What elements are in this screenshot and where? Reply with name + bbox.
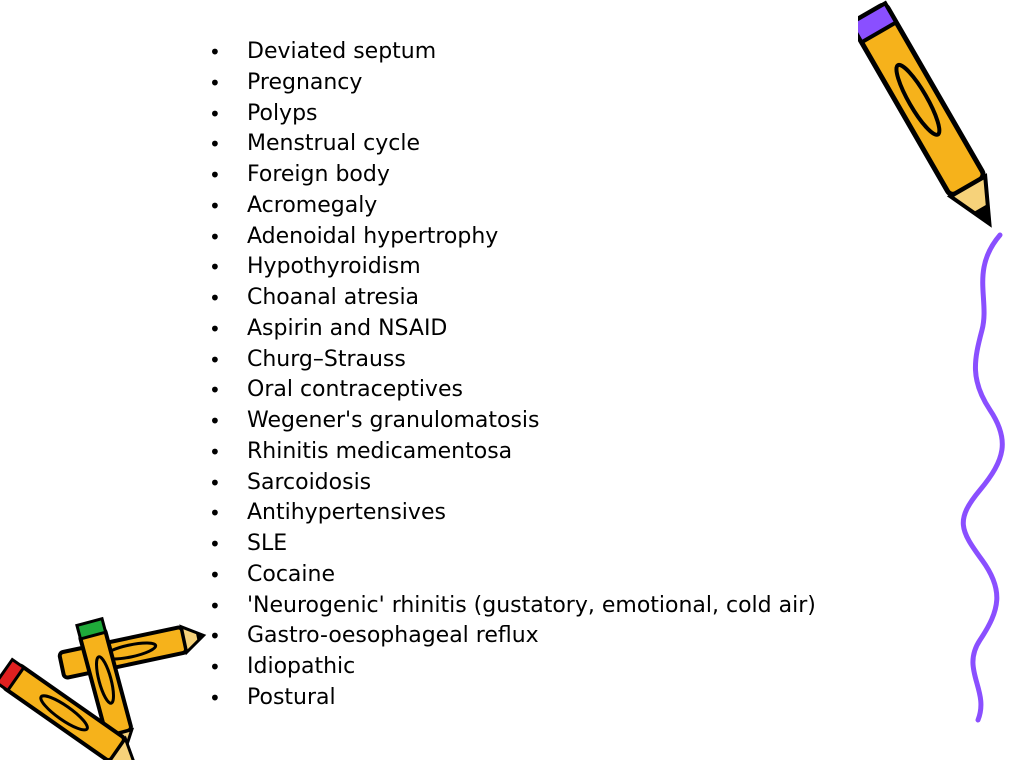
bullet-dot: • — [209, 439, 221, 464]
list-item-text: Gastro-oesophageal reflux — [247, 623, 539, 649]
list-item — [209, 283, 816, 314]
bullet-dot: • — [209, 501, 221, 526]
list-item — [209, 191, 816, 222]
list-item-text: Choanal atresia — [247, 285, 420, 310]
bullet-dot: • — [209, 378, 221, 403]
list-item — [209, 498, 816, 529]
list-item-text: Adenoidal hypertrophy — [247, 223, 499, 249]
list-item — [209, 68, 816, 99]
bullet-dot: • — [209, 286, 221, 310]
pencils-clipart-bottom-left — [0, 610, 215, 760]
list-item-text: Oral contraceptives — [247, 377, 463, 403]
list-item — [209, 406, 816, 437]
list-item — [209, 529, 816, 560]
list-item-text: Cocaine — [247, 561, 335, 587]
list-item-text: Foreign body — [247, 162, 390, 187]
bullet-dot: • — [209, 562, 221, 587]
bullet-dot: • — [209, 193, 221, 218]
list-item-text: Pregnancy — [247, 69, 363, 95]
bullet-dot: • — [209, 593, 221, 618]
list-item — [209, 591, 816, 622]
list-item — [209, 37, 816, 68]
bullet-list — [209, 37, 816, 714]
bullet-dot: • — [209, 163, 221, 187]
bullet-dot: • — [209, 255, 221, 280]
list-item — [209, 314, 816, 345]
list-item — [209, 621, 816, 652]
list-item — [209, 345, 816, 376]
list-item-text: Acromegaly — [247, 192, 378, 218]
bullet-dot: • — [209, 224, 221, 249]
list-item-text: Menstrual cycle — [247, 131, 420, 157]
bullet-dot: • — [209, 347, 221, 372]
list-item-text: Postural — [247, 684, 336, 710]
list-item-text: Deviated septum — [247, 39, 437, 64]
list-item — [209, 683, 816, 714]
list-item-text: Aspirin and NSAID — [247, 315, 448, 341]
list-item-text: SLE — [247, 531, 288, 556]
list-item — [209, 437, 816, 468]
list-item-text: Antihypertensives — [247, 500, 446, 526]
list-item — [209, 560, 816, 591]
list-item-text: Polyps — [247, 100, 318, 126]
list-item — [209, 160, 816, 191]
bullet-dot: • — [209, 409, 221, 433]
pencil-clipart-top-right — [858, 0, 1008, 245]
bullet-dot: • — [209, 624, 221, 649]
bullet-dot: • — [209, 532, 221, 556]
list-item-text: Hypothyroidism — [247, 254, 421, 280]
bullet-dot: • — [209, 101, 221, 126]
bullet-dot: • — [209, 685, 221, 710]
list-item-text: Churg–Strauss — [247, 346, 406, 372]
list-item — [209, 652, 816, 683]
list-item-text: 'Neurogenic' rhinitis (gustatory, emotional, cold air) — [247, 592, 816, 618]
list-item-text: Wegener's granulomatosis — [247, 408, 540, 433]
list-item — [209, 375, 816, 406]
bullet-dot: • — [209, 132, 221, 157]
bullet-dot: • — [209, 40, 221, 64]
list-item — [209, 129, 816, 160]
list-item-text: Idiopathic — [247, 654, 356, 679]
list-item-text: Sarcoidosis — [247, 469, 372, 495]
bullet-dot: • — [209, 70, 221, 95]
bullet-dot: • — [209, 655, 221, 679]
list-item — [209, 99, 816, 130]
bullet-dot: • — [209, 470, 221, 495]
wavy-line-decoration — [960, 230, 1010, 725]
bullet-dot: • — [209, 316, 221, 341]
list-item — [209, 222, 816, 253]
list-item — [209, 468, 816, 499]
list-item-text: Rhinitis medicamentosa — [247, 438, 513, 464]
list-item — [209, 252, 816, 283]
